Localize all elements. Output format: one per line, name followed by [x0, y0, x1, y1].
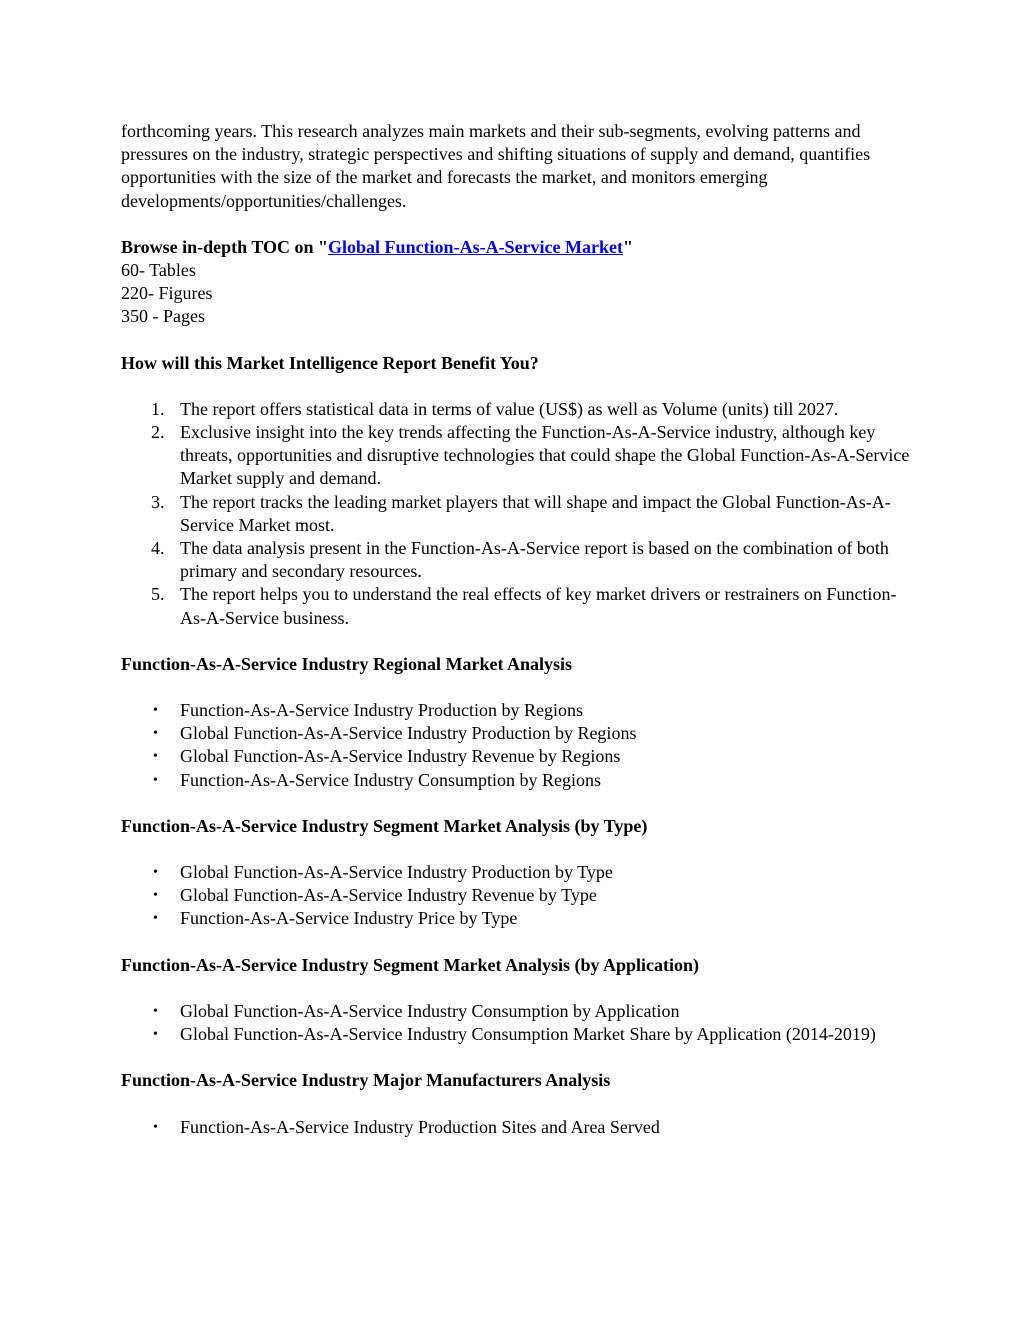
by-application-heading: Function-As-A-Service Industry Segment Market Analysis (by Application): [121, 954, 700, 975]
benefits-item: [121, 583, 911, 629]
list-number: 2.: [151, 422, 165, 443]
bullet-icon: •: [153, 1119, 158, 1135]
by-type-heading: Function-As-A-Service Industry Segment Market Analysis (by Type): [121, 815, 648, 836]
list-item-text: Global Function-As-A-Service Industry Revenue by Regions: [180, 746, 621, 767]
list-number: 3.: [151, 491, 165, 512]
list-item: [121, 769, 911, 792]
benefits-item: [121, 398, 911, 421]
list-item-text: The report tracks the leading market players that will shape and impact the Global Function-As-A-Service Market most.: [180, 491, 891, 535]
list-item: [121, 907, 911, 930]
by-application-list: [121, 1000, 911, 1046]
list-item: [121, 722, 911, 745]
manufacturers-list: [121, 1116, 911, 1139]
bullet-icon: •: [153, 749, 158, 765]
list-item: [121, 1000, 911, 1023]
list-item-text: Global Function-As-A-Service Industry Production by Type: [180, 862, 613, 883]
benefits-item: [121, 491, 911, 537]
list-number: 4.: [151, 538, 165, 559]
bullet-icon: •: [153, 772, 158, 788]
bullet-icon: •: [153, 865, 158, 881]
bullet-icon: •: [153, 888, 158, 904]
list-item-text: Function-As-A-Service Industry Price by Type: [180, 908, 518, 929]
list-item: [121, 699, 911, 722]
list-item-text: Function-As-A-Service Industry Production Sites and Area Served: [180, 1116, 660, 1137]
bullet-icon: •: [153, 911, 158, 927]
benefits-list: [121, 398, 911, 630]
toc-prefix: Browse in-depth TOC on ": [121, 236, 329, 257]
list-number: 1.: [151, 398, 165, 419]
list-item: [121, 1023, 911, 1046]
list-item-text: Exclusive insight into the key trends affecting the Function-As-A-Service industry, although key threats, opportunities and disruptive technologies that could shape the Global Function-As-A-Service Market supply and demand.: [180, 422, 910, 489]
toc-pages-count: 350 - Pages: [121, 306, 205, 327]
by-type-list: [121, 861, 911, 931]
bullet-icon: •: [153, 726, 158, 742]
list-item-text: Function-As-A-Service Industry Production by Regions: [180, 700, 583, 721]
bullet-icon: •: [153, 703, 158, 719]
bullet-icon: •: [153, 1027, 158, 1043]
list-item-text: The report offers statistical data in terms of value (US$) as well as Volume (units) till 2027.: [180, 398, 839, 419]
list-item-text: Global Function-As-A-Service Industry Revenue by Type: [180, 885, 597, 906]
list-item-text: The data analysis present in the Function-As-A-Service report is based on the combination of both primary and secondary resources.: [180, 538, 889, 582]
bullet-icon: •: [153, 1003, 158, 1019]
manufacturers-heading: Function-As-A-Service Industry Major Manufacturers Analysis: [121, 1070, 611, 1091]
list-item-text: Global Function-As-A-Service Industry Production by Regions: [180, 723, 637, 744]
benefits-item: [121, 537, 911, 583]
toc-block: [121, 236, 911, 329]
toc-report-link[interactable]: Global Function-As-A-Service Market: [328, 236, 623, 257]
list-item-text: The report helps you to understand the real effects of key market drivers or restrainers on Function-As-A-Service business.: [180, 584, 897, 628]
list-item: [121, 884, 911, 907]
list-item: [121, 1116, 911, 1139]
document-page: [121, 120, 911, 1139]
toc-heading: [121, 236, 911, 259]
regional-heading: Function-As-A-Service Industry Regional Market Analysis: [121, 653, 572, 674]
toc-suffix: ": [623, 236, 633, 257]
list-item: [121, 861, 911, 884]
list-item-text: Global Function-As-A-Service Industry Consumption Market Share by Application (2014-2019): [180, 1024, 876, 1045]
list-item: [121, 745, 911, 768]
regional-list: [121, 699, 911, 792]
benefits-item: [121, 421, 911, 491]
toc-figures-count: 220- Figures: [121, 283, 213, 304]
toc-tables-count: 60- Tables: [121, 260, 196, 281]
list-item-text: Global Function-As-A-Service Industry Consumption by Application: [180, 1000, 680, 1021]
list-number: 5.: [151, 584, 165, 605]
intro-paragraph: forthcoming years. This research analyzes main markets and their sub-segments, evolving patterns and pressures on the industry, strategic perspectives and shifting situations of supply and demand, quantifies opportunities with the size of the market and forecasts the market, and monitors emerging developments/opportunities/challenges.: [121, 121, 871, 211]
benefits-heading: How will this Market Intelligence Report Benefit You?: [121, 352, 539, 373]
list-item-text: Function-As-A-Service Industry Consumption by Regions: [180, 769, 601, 790]
